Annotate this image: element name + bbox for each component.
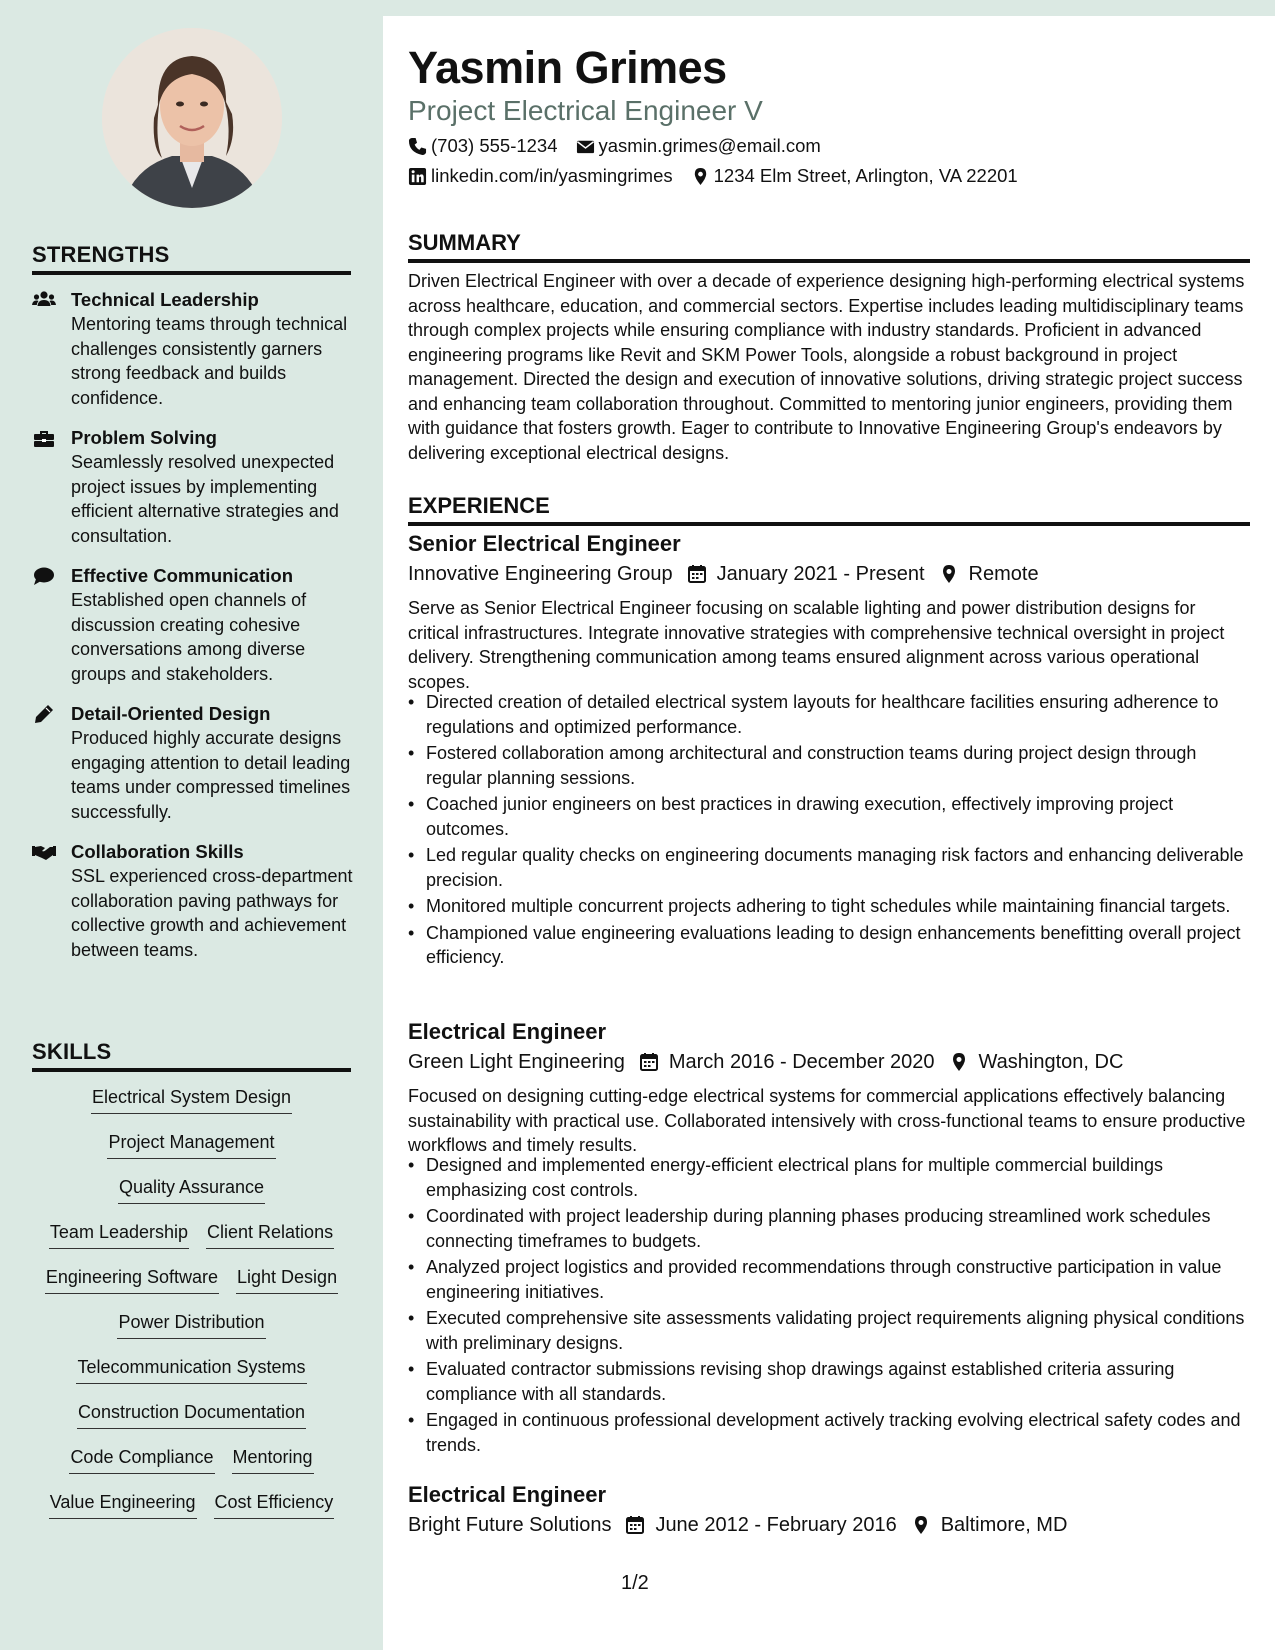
strength-title: Effective Communication xyxy=(71,565,294,586)
linkedin-icon xyxy=(408,167,427,186)
bullet-item: • Monitored multiple concurrent projects adhering to tight schedules while maintaining financial targets. xyxy=(408,894,1250,919)
handshake-icon xyxy=(32,842,56,862)
contact-line-2 xyxy=(408,164,1018,188)
job-location: Remote xyxy=(968,563,1039,585)
skills-heading: SKILLS xyxy=(32,1039,351,1072)
summary-heading: SUMMARY xyxy=(408,230,1250,263)
pencil-icon xyxy=(32,704,56,724)
job-location: Baltimore, MD xyxy=(940,1514,1068,1536)
strength-description: SSL experienced cross-department collaboration paving pathways for collective growth and achievement between teams. xyxy=(71,866,353,960)
bullet-item: • Coached junior engineers on best practices in drawing execution, effectively improving project outcomes. xyxy=(408,792,1250,841)
skill-tag: Electrical System Design xyxy=(91,1085,292,1114)
email-icon xyxy=(576,137,595,156)
bullet-item: • Championed value engineering evaluations leading to design enhancements benefitting overall project efficiency. xyxy=(408,921,1250,970)
strength-title: Collaboration Skills xyxy=(71,841,244,862)
strengths-heading: STRENGTHS xyxy=(32,242,351,275)
candidate-name: Yasmin Grimes xyxy=(408,42,727,93)
skill-tag: Light Design xyxy=(236,1265,338,1294)
strength-description: Seamlessly resolved unexpected project issues by implementing efficient alternative strategies and consultation. xyxy=(71,452,339,546)
job-meta xyxy=(408,1512,1067,1538)
job-title: Senior Electrical Engineer xyxy=(408,531,681,556)
bullet-item: • Fostered collaboration among architectural and construction teams during project design through regular planning sessions. xyxy=(408,741,1250,790)
profile-photo xyxy=(102,28,282,208)
job-dates: March 2016 - December 2020 xyxy=(668,1051,935,1073)
email-text[interactable]: yasmin.grimes@email.com xyxy=(598,135,821,156)
address-text: 1234 Elm Street, Arlington, VA 22201 xyxy=(713,165,1018,186)
bullet-item: • Executed comprehensive site assessments validating project requirements aligning physical conditions with preliminary designs. xyxy=(408,1306,1250,1355)
phone-icon xyxy=(408,137,427,156)
skill-tag: Value Engineering xyxy=(49,1490,197,1519)
users-icon xyxy=(32,290,56,310)
strength-title: Detail-Oriented Design xyxy=(71,703,271,724)
page-number: 1/2 xyxy=(621,1572,649,1594)
calendar-icon xyxy=(625,1515,645,1535)
strength-title: Problem Solving xyxy=(71,427,217,448)
strength-description: Mentoring teams through technical challenges consistently garners strong feedback and builds confidence. xyxy=(71,314,348,408)
job-dates: January 2021 - Present xyxy=(716,563,925,585)
job-location: Washington, DC xyxy=(978,1051,1124,1073)
comment-icon xyxy=(32,566,56,586)
strength-item xyxy=(32,426,357,548)
job-description: Focused on designing cutting-edge electrical systems for commercial applications effectively balancing sustainability with practical use. Collaborated intensively with cross-functional teams to ensure productive workflows and timely results. xyxy=(408,1086,1246,1155)
strength-item xyxy=(32,840,357,962)
bullet-item: • Engaged in continuous professional development actively tracking evolving electrical safety codes and trends. xyxy=(408,1408,1250,1457)
phone-text: (703) 555-1234 xyxy=(431,135,558,156)
location-pin-icon xyxy=(691,167,710,186)
location-pin-icon xyxy=(949,1052,969,1072)
bullet-item: • Evaluated contractor submissions revising shop drawings against established criteria assuring compliance with all standards. xyxy=(408,1357,1250,1406)
bullet-item: • Designed and implemented energy-efficient electrical plans for multiple commercial buildings emphasizing cost controls. xyxy=(408,1153,1250,1202)
contact-line-1 xyxy=(408,134,821,158)
job-title: Electrical Engineer xyxy=(408,1019,607,1044)
job-title-header: Project Electrical Engineer V xyxy=(408,95,763,126)
calendar-icon xyxy=(639,1052,659,1072)
job-description: Serve as Senior Electrical Engineer focusing on scalable lighting and power distribution designs for critical infrastructures. Integrate innovative strategies with comprehensive technical oversight in project delivery. Strengthening communication among teams ensured alignment across various operational scopes. xyxy=(408,598,1225,692)
strength-item xyxy=(32,288,357,410)
job-title: Electrical Engineer xyxy=(408,1482,607,1507)
skill-tag: Power Distribution xyxy=(117,1310,265,1339)
skill-tag: Mentoring xyxy=(232,1445,314,1474)
job-bullets xyxy=(408,1153,1250,1459)
job-dates: June 2012 - February 2016 xyxy=(655,1514,897,1536)
strength-description: Produced highly accurate designs engaging attention to detail leading teams under compressed timelines successfully. xyxy=(71,728,351,822)
bullet-item: • Coordinated with project leadership during planning phases producing streamlined work schedules connecting timeframes to budgets. xyxy=(408,1204,1250,1253)
profile-photo-image xyxy=(102,28,282,208)
skill-tag: Client Relations xyxy=(206,1220,334,1249)
bullet-item: • Led regular quality checks on engineering documents managing risk factors and enhancing deliverable precision. xyxy=(408,843,1250,892)
job-meta xyxy=(408,561,1039,587)
skill-tag: Telecommunication Systems xyxy=(76,1355,306,1384)
job-bullets xyxy=(408,690,1250,972)
bullet-item: • Analyzed project logistics and provided recommendations through constructive participation in value engineering initiatives. xyxy=(408,1255,1250,1304)
skill-tag: Construction Documentation xyxy=(77,1400,306,1429)
contact-linkedin[interactable] xyxy=(408,164,673,188)
main-content xyxy=(383,16,1275,1650)
company-name: Green Light Engineering xyxy=(408,1051,625,1073)
summary-text: Driven Electrical Engineer with over a decade of experience designing high-performing electrical systems across healthcare, education, and commercial sectors. Expertise includes leading multidisciplinary teams through complex projects while ensuring compliance with industry standards. Proficient in advanced engineering programs like Revit and SKM Power Tools, alongside a robust background in project management. Directed the design and execution of innovative solutions, driving strategic project success and enhancing team collaboration throughout. Committed to mentoring junior engineers, providing them with guidance that fosters growth. Eager to contribute to Innovative Engineering Group's endeavors by delivering exceptional electrical designs. xyxy=(408,271,1245,463)
strength-description: Established open channels of discussion creating cohesive conversations among diverse groups and stakeholders. xyxy=(71,590,307,684)
skill-tag: Code Compliance xyxy=(69,1445,214,1474)
skill-tag: Team Leadership xyxy=(49,1220,189,1249)
skill-tag: Project Management xyxy=(107,1130,275,1159)
company-name: Bright Future Solutions xyxy=(408,1514,612,1536)
bullet-item: • Directed creation of detailed electrical system layouts for healthcare facilities ensuring adherence to regulations and optimized performance. xyxy=(408,690,1250,739)
linkedin-text[interactable]: linkedin.com/in/yasmingrimes xyxy=(431,165,673,186)
contact-address xyxy=(691,164,1018,188)
skills-list xyxy=(32,1085,351,1535)
skill-tag: Engineering Software xyxy=(45,1265,219,1294)
strength-title: Technical Leadership xyxy=(71,289,259,310)
location-pin-icon xyxy=(911,1515,931,1535)
calendar-icon xyxy=(687,564,707,584)
toolbox-icon xyxy=(32,428,56,448)
location-pin-icon xyxy=(939,564,959,584)
strengths-list xyxy=(32,288,357,978)
experience-heading: EXPERIENCE xyxy=(408,493,1250,526)
company-name: Innovative Engineering Group xyxy=(408,563,673,585)
skill-tag: Cost Efficiency xyxy=(214,1490,335,1519)
skill-tag: Quality Assurance xyxy=(118,1175,265,1204)
strength-item xyxy=(32,702,357,824)
strength-item xyxy=(32,564,357,686)
contact-phone xyxy=(408,134,558,158)
job-meta xyxy=(408,1049,1123,1075)
contact-email[interactable] xyxy=(576,134,821,158)
sidebar xyxy=(0,0,383,1650)
